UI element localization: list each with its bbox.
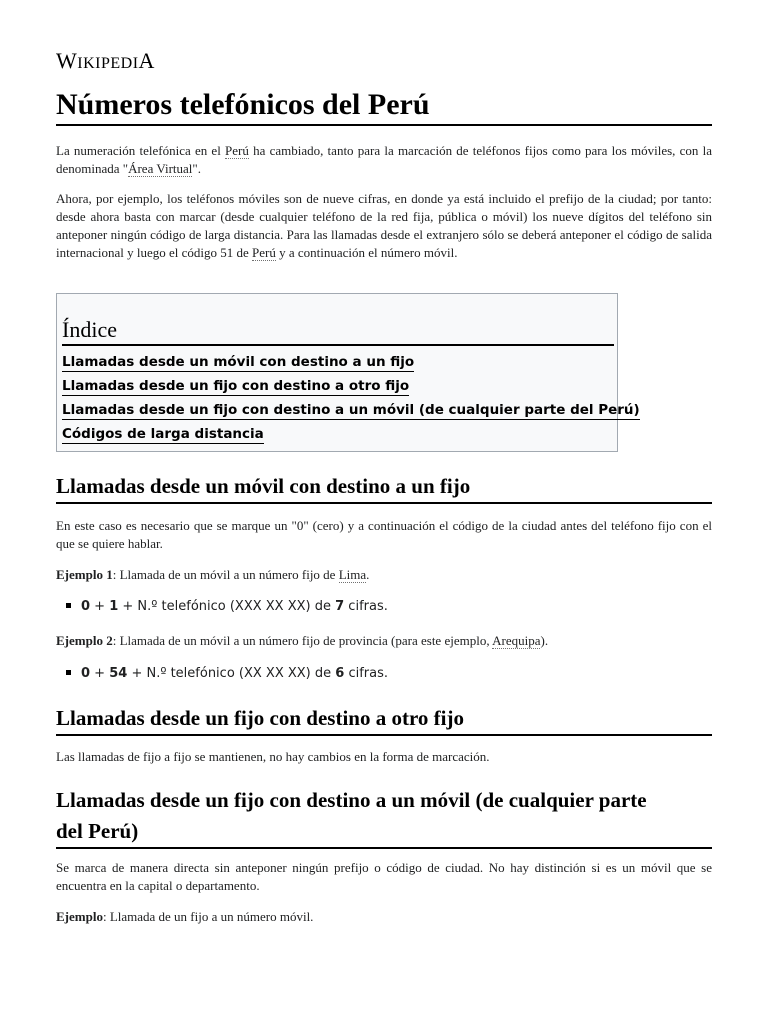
section3-heading-line1: Llamadas desde un fijo con destino a un móvil (de cualquier parte <box>56 788 647 812</box>
example-1-end: . <box>366 567 370 582</box>
section3-paragraph: Se marca de manera directa sin anteponer ningún prefijo o código de ciudad. No hay distinción si es un móvil que se encuentra en la capital o departamento. <box>56 860 712 893</box>
example-1 <box>56 566 712 584</box>
bullet-2-code: 54 <box>109 666 128 681</box>
example-2-label: Ejemplo 2 <box>56 633 113 648</box>
page-title: Números telefónicos del Perú <box>56 86 712 126</box>
section2-paragraph: Las llamadas de fijo a fijo se mantienen, no hay cambios en la forma de marcación. <box>56 749 490 764</box>
intro-p2-text: Ahora, por ejemplo, los teléfonos móviles son de nueve cifras, en donde ya está incluido el prefijo de la ciudad; por tanto: desde ahora basta con marcar (desde cualquier teléfono de la red fija, pública o móvil) los nueve dígitos del teléfono sin anteponer ningún código de larga distancia. Para las llamadas desde el extranjero sólo se deberá anteponer el código de salida internacional y luego el código 51 de <box>56 191 712 260</box>
bullet-2-plus: + <box>90 666 110 681</box>
bullet-example-1 <box>66 598 388 616</box>
intro-paragraph-1 <box>56 142 712 178</box>
bullet-1-digits: 7 <box>335 599 345 614</box>
intro-p1-end: ". <box>192 161 201 176</box>
intro-paragraph-2 <box>56 190 712 262</box>
wordmark-w: W <box>56 48 78 73</box>
bullet-1-middle: + N.º telefónico (XXX XX XX) de <box>118 599 336 614</box>
link-lima[interactable]: Lima <box>338 567 367 582</box>
example-2-text: : Llamada de un móvil a un número fijo de provincia (para este ejemplo, <box>112 633 493 648</box>
example-3-text: : Llamada de un fijo a un número móvil. <box>102 909 314 924</box>
section-heading-movil-fijo: Llamadas desde un móvil con destino a un fijo <box>56 471 712 504</box>
bullet-1-zero: 0 <box>81 599 91 614</box>
example-2 <box>56 632 712 650</box>
bullet-marker <box>66 603 71 608</box>
toc-item-movil-fijo[interactable]: Llamadas desde un móvil con destino a un fijo <box>62 354 415 370</box>
example-2-end: ). <box>540 633 549 648</box>
link-area-virtual[interactable]: Área Virtual <box>128 161 193 176</box>
toc-title: Índice <box>62 316 614 346</box>
toc-item-codigos[interactable]: Códigos de larga distancia <box>62 426 264 442</box>
toc-item-fijo-fijo[interactable]: Llamadas desde un fijo con destino a otro fijo <box>62 378 410 394</box>
section3-heading-line2: del Perú) <box>56 819 139 843</box>
toc-item-fijo-movil[interactable]: Llamadas desde un fijo con destino a un móvil (de cualquier parte del Perú) <box>62 402 640 418</box>
section-heading-fijo-fijo: Llamadas desde un fijo con destino a otro fijo <box>56 703 712 736</box>
example-3-label: Ejemplo <box>56 909 103 924</box>
bullet-2-end: cifras. <box>344 666 388 681</box>
example-3 <box>56 908 712 926</box>
bullet-2-zero: 0 <box>81 666 91 681</box>
wordmark-a: A <box>138 48 155 73</box>
example-1-label: Ejemplo 1 <box>56 567 113 582</box>
bullet-2-middle: + N.º telefónico (XX XX XX) de <box>127 666 336 681</box>
table-of-contents <box>56 293 640 452</box>
bullet-1-plus: + <box>90 599 110 614</box>
bullet-1-code: 1 <box>109 599 119 614</box>
example-1-text: : Llamada de un móvil a un número fijo de <box>112 567 339 582</box>
intro-p2-end: y a continuación el número móvil. <box>275 245 458 260</box>
intro-p1-text: La numeración telefónica en el <box>56 143 226 158</box>
bullet-example-2 <box>66 665 388 683</box>
link-arequipa[interactable]: Arequipa <box>492 633 541 648</box>
link-peru-2[interactable]: Perú <box>252 245 276 260</box>
intro-p1-mid: ha cambiado, tanto para la marcación de teléfonos fijos como para los móviles, con la denominada " <box>56 143 712 176</box>
bullet-marker <box>66 670 71 675</box>
section-heading-fijo-movil <box>56 785 712 849</box>
bullet-1-end: cifras. <box>344 599 388 614</box>
bullet-2-digits: 6 <box>335 666 345 681</box>
wikipedia-wordmark[interactable] <box>56 48 155 74</box>
wordmark-middle: IKIPEDI <box>77 55 139 72</box>
link-peru[interactable]: Perú <box>225 143 249 158</box>
section1-paragraph: En este caso es necesario que se marque un "0" (cero) y a continuación el código de la ciudad antes del teléfono fijo con el que se quiere hablar. <box>56 518 712 551</box>
